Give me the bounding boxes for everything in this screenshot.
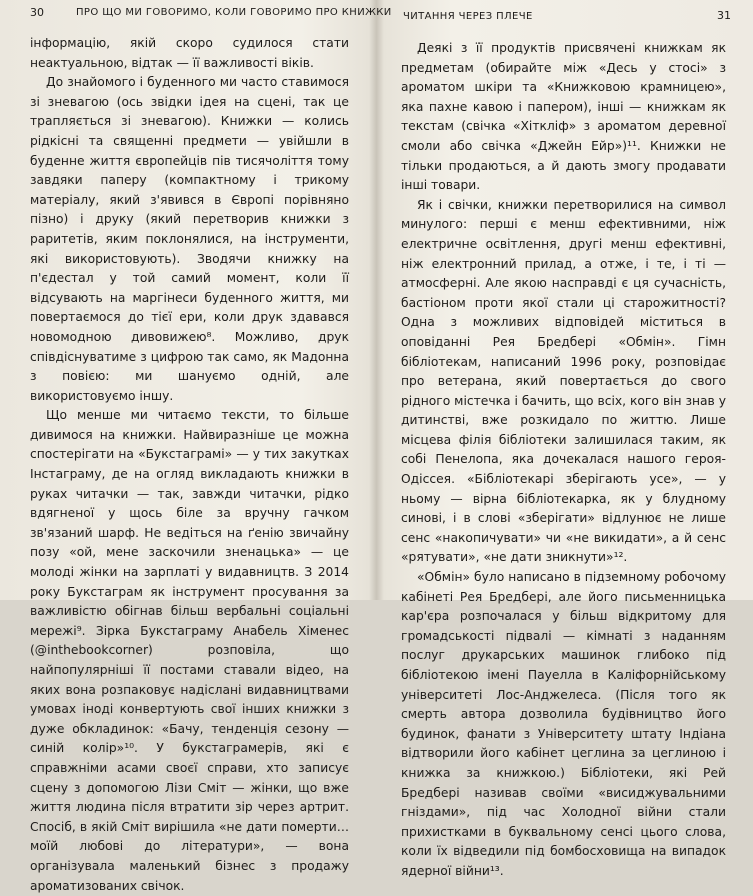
body-text — [30, 34, 349, 896]
right-page — [381, 0, 753, 878]
running-head: ЧИТАННЯ ЧЕРЕЗ ПЛЕЧЕ — [403, 11, 533, 22]
page-number: 30 — [30, 6, 44, 19]
page-number: 31 — [717, 9, 731, 22]
running-head: ПРО ЩО МИ ГОВОРИМО, КОЛИ ГОВОРИМО ПРО КНИЖКИ — [76, 7, 392, 18]
paragraph: Що менше ми читаємо тексти, то більше дивимося на книжки. Найвиразніше це можна спостерігати на «Букстаграмі» — у тих закутках Інстаграму, де на огляд викладають книжки в руках читачки — так, завжди читачки, рідко вдягненої у щось біле за вручну гачком зв'язаний шарф. Не ведіться на ґенію звичайну позу «ой, мене заскочили зненацька» — це молоді жінки на зарплаті у видавництв. З 2014 року Букстаграм як інструмент просування за важливістю обігнав більш вербальні соціальні мережі⁹. Зірка Букстаграму Анабель Хіменес (@inthebookcorner) розповіла, що найпопулярніші її постами ставали відео, на яких вона розпаковує надіслані видавництвами умовах іноді конвертують свої інших книжки з дуже обкладинок: «Бачу, тенденція сезону — синій колір»¹⁰. У букстаграмерів, які є справжніми асами своєї справи, хто записує сцену з допомогою Лізи Сміт — жінки, що вже життя людина після втратити зір через артрит. Спосіб, в якій Сміт вирішила «не дати померти… моїй любові до літератури», — вона організувала маленький бізнес з продажу ароматизованих свічок. — [30, 408, 349, 893]
paragraph: «Обмін» було написано в підземному робочому кабінеті Рея Бредбері, але його письменницька кар'єра розпочалася у більш відкритому для громадськості підвалі — кімнаті з наданням послуг друкарських машинок глибоко під бібліотекою імені Пауелла в Каліфорнійському університеті Лос-Анджелеса. (Після того як смерть автора дозволила будівництво його будинок, фанати з Університету штату Індіана відтворили його кабінет цеглина за цеглиною і книжка за книжкою.) Бібліотеки, які Рей Бредбері називав своїми «висиджувальними гніздами», під час Холодної війни стали прихистками в буквальному сенсі цього слова, коли їх відведили під бомбосховища на випадок ядерної війни¹³. — [401, 570, 726, 878]
body-text — [401, 39, 726, 882]
paragraph: До знайомого і буденного ми часто ставимося зі зневагою (ось звідки ідея на сцені, так це трапляється зі зневагою). Книжки — колись рідкісні та священні предмети — увійшли в буденне життя європейців пів тисячоліття тому завдяки паперу (компактному і трикому матеріалу, який з'явився в Європі порівняно пізно) і друку (який перетворив книжки з раритетів, яким поклонялися, на інструменти, які використовують). Зводячи книжку на п'єдестал у той самий момент, коли її відсувають на маргінеси буденного життя, ми повертаємося до тієї ери, коли друк здавався новомодною дивовижею⁸. Можливо, друк співдіснуватиме з цифрою так само, як Мадонна з повією: ми шануємо одній, але використовуємо іншу. — [30, 75, 349, 403]
paragraph: Деякі з її продуктів присвячені книжкам як предметам (обирайте між «Десь у стосі» з ароматом шкіри та «Книжковою крамницею», яка пахне кавою і папером), інші — книжкам як текстам (свічка «Хіткліф» з ароматом деревної смоли або свічка «Джейн Ейр»)¹¹. Книжки не тільки продаються, а й дають змогу продавати інші товари. — [401, 41, 726, 193]
paragraph: інформацію, якій скоро судилося стати неактуальною, відтак — її важливості віків. — [30, 36, 349, 70]
paragraph: Як і свічки, книжки перетворилися на символ минулого: перші є менш ефективними, ніж електричне освітлення, другі менш ефективні, ніж електронний прилад, а отже, і те, і ті — атмосферні. Але якою насправді є ця сучасність, бастіоном проти якої стали ці старожитності? Одна з можливих відповідей міститься в оповіданні Рея Бредбері «Обмін». Гімн бібліотекам, написаний 1996 року, розповідає про ветерана, який повертається до свого рідного містечка і бачить, що всіх, кого він знав у дитинстві, вже розкидало по життю. Лише місцева філія бібліотеки залишилася таким, як собі Пенелопа, яка дочекалася нашого героя-Одіссея. «Бібліотекарі зберігають усе», — у ньому — вірна бібліотекарка, як у блудному синові, і в слові «зберігати» відлунює не лише сенс «накопичувати» чи «не викидати», а й сенс «рятувати», «не дати зникнути»¹². — [401, 197, 726, 565]
